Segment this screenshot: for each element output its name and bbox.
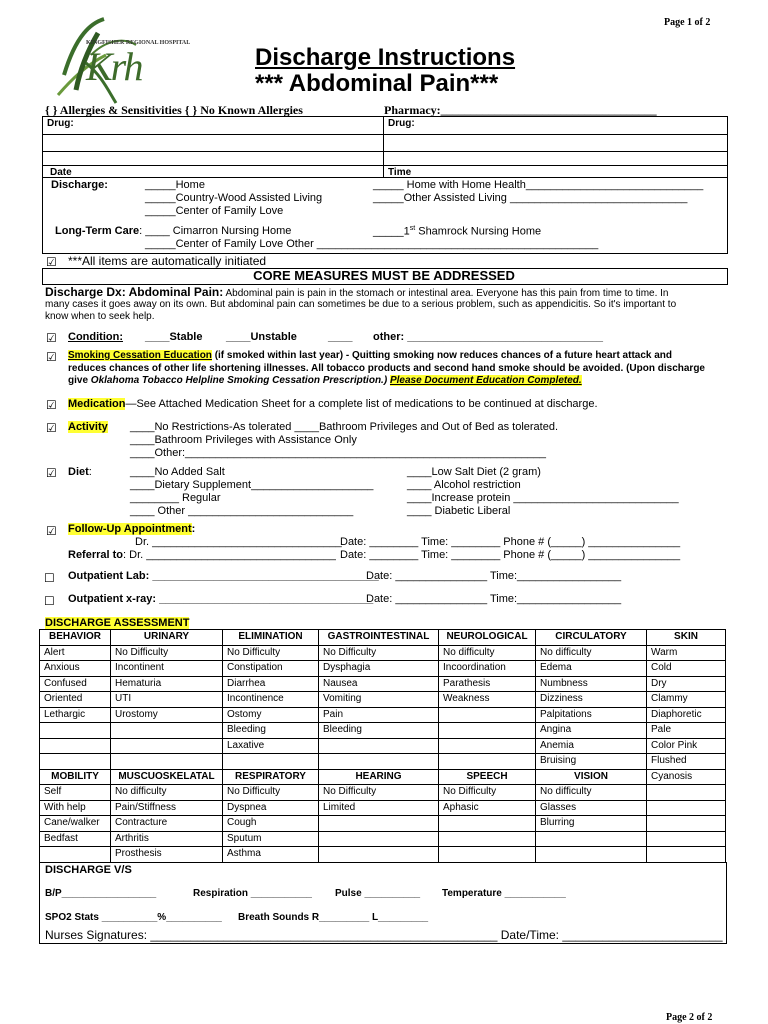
hospital-logo <box>46 15 191 110</box>
assessment-cell[interactable] <box>439 723 536 739</box>
assessment-cell[interactable]: Pain/Stiffness <box>111 800 223 816</box>
outpatient-xray-checkbox-icon[interactable]: ☐ <box>44 594 55 608</box>
assessment-column-header: GASTROINTESTINAL <box>319 630 439 646</box>
assessment-cell[interactable] <box>223 754 319 770</box>
assessment-cell[interactable]: Self <box>40 785 111 801</box>
assessment-cell[interactable] <box>647 831 726 847</box>
outpatient-lab-date[interactable]: Date: _______________ Time:_________________ <box>366 570 622 582</box>
respiration-field[interactable]: Respiration ___________ <box>193 888 312 899</box>
followup-dr[interactable]: Dr. _______________________________ <box>135 536 342 548</box>
assessment-cell[interactable]: Bruising <box>536 754 647 770</box>
bp-field[interactable]: B/P_________________ <box>45 888 157 899</box>
assessment-cell[interactable]: Cold <box>647 661 726 677</box>
assessment-cell[interactable] <box>319 831 439 847</box>
assessment-column-header: SKIN <box>647 630 726 646</box>
assessment-cell[interactable]: Diaphoretic <box>647 707 726 723</box>
assessment-cell[interactable]: No difficulty <box>111 785 223 801</box>
assessment-cell[interactable]: Prosthesis <box>111 847 223 863</box>
medication-label: Medication <box>68 398 126 410</box>
assessment-cell[interactable]: Incontinence <box>223 692 319 708</box>
assessment-cell[interactable]: Weakness <box>439 692 536 708</box>
assessment-header-row <box>40 630 726 646</box>
auto-checkbox-icon[interactable]: ☑ <box>46 255 57 269</box>
assessment-cell[interactable]: Anemia <box>536 738 647 754</box>
assessment-cell[interactable]: No difficulty <box>536 785 647 801</box>
assessment-cell[interactable] <box>439 816 536 832</box>
assessment-cell[interactable]: Ostomy <box>223 707 319 723</box>
assessment-cell[interactable] <box>40 738 111 754</box>
temperature-field[interactable]: Temperature ___________ <box>442 888 566 899</box>
assessment-cell[interactable]: Arthritis <box>111 831 223 847</box>
spo2-field[interactable]: SPO2 Stats __________%__________ <box>45 912 222 923</box>
assessment-cell[interactable]: Numbness <box>536 676 647 692</box>
followup-check-icon[interactable]: ☑ <box>46 524 57 538</box>
assessment-cell[interactable]: No Difficulty <box>439 785 536 801</box>
discharge-country-wood[interactable]: _____Country-Wood Assisted Living <box>145 192 323 204</box>
assessment-cell[interactable] <box>319 754 439 770</box>
condition-stable[interactable]: ____Stable <box>145 331 203 343</box>
table-row <box>40 723 726 739</box>
title-line2: *** Abdominal Pain*** <box>255 70 499 97</box>
assessment-cell[interactable] <box>319 847 439 863</box>
assessment-cell[interactable] <box>40 723 111 739</box>
diet-label: Diet <box>68 466 89 478</box>
drug-label-left: Drug: <box>47 118 74 129</box>
assessment-cell[interactable]: With help <box>40 800 111 816</box>
assessment-column-header: CIRCULATORY <box>536 630 647 646</box>
ltc-cimarron[interactable]: : ____ Cimarron Nursing Home <box>139 225 292 237</box>
followup-label: Follow-Up Appointment <box>68 523 192 535</box>
table-row <box>40 738 726 754</box>
table-row <box>40 847 726 863</box>
assessment-cell[interactable] <box>536 847 647 863</box>
smoking-line3: give Oklahoma Tobacco Helpline Smoking Cessation Prescription.) Please Document Education Completed. <box>68 375 582 386</box>
outpatient-xray[interactable]: Outpatient x-ray: ___________________________________ <box>68 593 374 605</box>
assessment-cell[interactable]: Bleeding <box>223 723 319 739</box>
assessment-cell[interactable] <box>536 831 647 847</box>
condition-blank[interactable]: ____ <box>328 331 353 343</box>
dx-label: Discharge Dx: Abdominal Pain: <box>45 285 224 299</box>
medication-check-icon[interactable]: ☑ <box>46 398 57 412</box>
assessment-column-header: URINARY <box>111 630 223 646</box>
assessment-cell[interactable]: Glasses <box>536 800 647 816</box>
diet-right-3[interactable]: ____ Diabetic Liberal <box>407 505 511 517</box>
ltc-label: Long-Term Care <box>55 225 140 237</box>
assessment-cell[interactable]: Cane/walker <box>40 816 111 832</box>
assessment-cell[interactable]: Alert <box>40 645 111 661</box>
outpatient-lab[interactable]: Outpatient Lab: _____________________________________ <box>68 570 379 582</box>
assessment-column-header: MOBILITY <box>40 769 111 785</box>
assessment-cell[interactable] <box>647 785 726 801</box>
assessment-cell[interactable] <box>647 816 726 832</box>
assessment-cell[interactable] <box>647 800 726 816</box>
assessment-cell[interactable]: Flushed <box>647 754 726 770</box>
table-row <box>40 707 726 723</box>
assessment-cell[interactable]: Limited <box>319 800 439 816</box>
assessment-cell[interactable]: Palpitations <box>536 707 647 723</box>
diet-left-0[interactable]: ____No Added Salt <box>130 466 225 478</box>
assessment-cell[interactable]: Dizziness <box>536 692 647 708</box>
time-label: Time <box>388 167 412 178</box>
smoking-label: Smoking Cessation Education <box>68 350 212 361</box>
table-row <box>40 661 726 677</box>
diet-left-2[interactable]: ________ Regular <box>130 492 221 504</box>
smoking-line2: reduces chances of other life shortening illnesses. All tobacco products and second hand smoke should be avoided. (Upon discharge <box>68 363 705 374</box>
condition-unstable[interactable]: ____Unstable <box>226 331 297 343</box>
assessment-cell[interactable]: Edema <box>536 661 647 677</box>
assessment-cell[interactable] <box>439 707 536 723</box>
logo-letters: Krh <box>86 44 142 89</box>
discharge-center-family[interactable]: _____Center of Family Love <box>145 205 284 217</box>
assessment-cell[interactable]: Pain <box>319 707 439 723</box>
document-education-note: Please Document Education Completed. <box>389 375 582 386</box>
assessment-title: DISCHARGE ASSESSMENT <box>45 617 190 629</box>
assessment-cell[interactable] <box>647 847 726 863</box>
assessment-cell[interactable]: Angina <box>536 723 647 739</box>
assessment-cell[interactable]: Incontinent <box>111 661 223 677</box>
table-row <box>40 800 726 816</box>
outpatient-lab-checkbox-icon[interactable]: ☐ <box>44 571 55 585</box>
discharge-assessment-table <box>39 629 726 863</box>
dx-line2: many cases it goes away on its own. But abdominal pain can sometimes be due to a serious problem, such as appendicitis. So it's important to <box>45 299 677 310</box>
assessment-cell[interactable]: Vomiting <box>319 692 439 708</box>
activity-line2[interactable]: ____Bathroom Privileges with Assistance Only <box>130 434 357 446</box>
assessment-cell[interactable]: No Difficulty <box>223 645 319 661</box>
outpatient-xray-date[interactable]: Date: _______________ Time:_________________ <box>366 593 622 605</box>
assessment-cell[interactable]: Urostomy <box>111 707 223 723</box>
nurses-signature-field[interactable]: Nurses Signatures: ____________________________________________________ Date/Time: ________________________ <box>45 928 723 942</box>
assessment-cell[interactable] <box>40 847 111 863</box>
page-number-bottom: Page 2 of 2 <box>666 1012 713 1023</box>
assessment-cell[interactable]: Incoordination <box>439 661 536 677</box>
assessment-cell[interactable] <box>439 738 536 754</box>
table-row <box>40 831 726 847</box>
table-row <box>40 785 726 801</box>
assessment-cell[interactable]: Cough <box>223 816 319 832</box>
assessment-cell[interactable] <box>319 738 439 754</box>
discharge-home[interactable]: _____Home <box>145 179 205 191</box>
diet-left-1[interactable]: ____Dietary Supplement____________________ <box>130 479 374 491</box>
condition-other[interactable]: other: ________________________________ <box>373 331 603 343</box>
core-measures-heading: CORE MEASURES MUST BE ADDRESSED <box>253 268 515 283</box>
assessment-cell[interactable]: Anxious <box>40 661 111 677</box>
assessment-column-header: NEUROLOGICAL <box>439 630 536 646</box>
referral-label: Referral to <box>68 549 124 561</box>
assessment-cell[interactable]: Cyanosis <box>647 769 726 785</box>
discharge-label: Discharge: <box>51 179 108 191</box>
assessment-cell[interactable] <box>439 847 536 863</box>
allergies-line[interactable]: { } Allergies & Sensitivities { } No Known Allergies <box>45 103 303 117</box>
assessment-cell[interactable]: No Difficulty <box>319 785 439 801</box>
assessment-cell[interactable]: Bleeding <box>319 723 439 739</box>
assessment-cell[interactable]: Dyspnea <box>223 800 319 816</box>
assessment-cell[interactable]: Constipation <box>223 661 319 677</box>
assessment-cell[interactable]: No Difficulty <box>111 645 223 661</box>
assessment-cell[interactable]: Pale <box>647 723 726 739</box>
assessment-column-header: HEARING <box>319 769 439 785</box>
assessment-cell[interactable]: Confused <box>40 676 111 692</box>
assessment-cell[interactable]: UTI <box>111 692 223 708</box>
assessment-cell[interactable] <box>111 738 223 754</box>
smoking-check-icon[interactable]: ☑ <box>46 350 57 364</box>
assessment-cell[interactable]: Laxative <box>223 738 319 754</box>
assessment-cell[interactable]: Blurring <box>536 816 647 832</box>
assessment-cell[interactable]: Contracture <box>111 816 223 832</box>
table-row <box>40 754 726 770</box>
assessment-cell[interactable] <box>439 831 536 847</box>
activity-line3[interactable]: ____Other:___________________________________________________________ <box>130 447 546 459</box>
vitals-title: DISCHARGE V/S <box>45 864 132 876</box>
assessment-cell[interactable]: No Difficulty <box>319 645 439 661</box>
assessment-column-header: VISION <box>536 769 647 785</box>
activity-label: Activity <box>68 421 108 433</box>
assessment-cell[interactable]: Sputum <box>223 831 319 847</box>
referral-date-time-phone[interactable]: Date: ________ Time: ________ Phone # (_____) _______________ <box>340 549 681 561</box>
dx-line1: Discharge Dx: Abdominal Pain: Abdominal pain is pain in the stomach or intestinal area. Everyone has this pain from time to time. In <box>45 285 669 299</box>
diet-check-icon[interactable]: ☑ <box>46 466 57 480</box>
ltc-center-family-other[interactable]: _____Center of Family Love Other ______________________________________________ <box>145 238 599 250</box>
drug-label-right: Drug: <box>388 118 415 129</box>
assessment-cell[interactable]: Lethargic <box>40 707 111 723</box>
dx-line3: know when to seek help. <box>45 311 155 322</box>
assessment-cell[interactable] <box>111 723 223 739</box>
assessment-column-header: SPEECH <box>439 769 536 785</box>
assessment-cell[interactable]: Nausea <box>319 676 439 692</box>
assessment-column-header: BEHAVIOR <box>40 630 111 646</box>
assessment-cell[interactable] <box>111 754 223 770</box>
date-label: Date <box>50 167 72 178</box>
diet-left-3[interactable]: ____ Other ___________________________ <box>130 505 354 517</box>
assessment-cell[interactable] <box>319 816 439 832</box>
assessment-cell[interactable]: Bedfast <box>40 831 111 847</box>
assessment-cell[interactable]: Aphasic <box>439 800 536 816</box>
assessment-cell[interactable]: Warm <box>647 645 726 661</box>
activity-check-icon[interactable]: ☑ <box>46 421 57 435</box>
diet-right-2[interactable]: ____Increase protein ___________________________ <box>407 492 679 504</box>
assessment-cell[interactable]: Asthma <box>223 847 319 863</box>
assessment-cell[interactable]: No difficulty <box>439 645 536 661</box>
assessment-cell[interactable]: Oriented <box>40 692 111 708</box>
referral-dr[interactable]: : Dr. _______________________________ <box>123 549 336 561</box>
auto-initiated-text: ***All items are automatically initiated <box>68 254 267 268</box>
diet-right-0[interactable]: ____Low Salt Diet (2 gram) <box>407 466 541 478</box>
assessment-column-header: MUSCUOSKELATAL <box>111 769 223 785</box>
assessment-cell[interactable]: Clammy <box>647 692 726 708</box>
assessment-cell[interactable]: Color Pink <box>647 738 726 754</box>
condition-check-icon[interactable]: ☑ <box>46 331 57 345</box>
page-number-top: Page 1 of 2 <box>664 17 711 28</box>
assessment-column-header: RESPIRATORY <box>223 769 319 785</box>
title-line1: Discharge Instructions <box>255 44 516 71</box>
discharge-home-health[interactable]: _____ Home with Home Health_____________________________ <box>373 179 704 191</box>
assessment-column-header: ELIMINATION <box>223 630 319 646</box>
assessment-cell[interactable] <box>439 754 536 770</box>
assessment-cell[interactable]: Dry <box>647 676 726 692</box>
logo-hospital-name: KINGFISHER REGIONAL HOSPITAL <box>86 40 191 46</box>
table-row <box>40 645 726 661</box>
assessment-cell[interactable]: Dysphagia <box>319 661 439 677</box>
table-row <box>40 692 726 708</box>
assessment-header-row <box>40 769 726 785</box>
pulse-field[interactable]: Pulse __________ <box>335 888 421 899</box>
pharmacy-field[interactable]: Pharmacy:____________________________________ <box>384 103 657 117</box>
table-row <box>40 816 726 832</box>
diet-right-1[interactable]: ____ Alcohol restriction <box>407 479 521 491</box>
assessment-cell[interactable]: Hematuria <box>111 676 223 692</box>
assessment-cell[interactable]: No Difficulty <box>223 785 319 801</box>
table-row <box>40 676 726 692</box>
assessment-cell[interactable]: Diarrhea <box>223 676 319 692</box>
breath-sounds-field[interactable]: Breath Sounds R_________ L_________ <box>238 912 429 923</box>
ltc-shamrock[interactable]: _____1st Shamrock Nursing Home <box>373 225 542 238</box>
followup-date-time-phone[interactable]: Date: ________ Time: ________ Phone # (_____) _______________ <box>340 536 681 548</box>
assessment-cell[interactable] <box>40 754 111 770</box>
condition-label: Condition: <box>68 331 123 343</box>
assessment-cell[interactable]: Parathesis <box>439 676 536 692</box>
discharge-other-assisted[interactable]: _____Other Assisted Living _____________________________ <box>373 192 688 204</box>
activity-line1[interactable]: ____No Restrictions-As tolerated ____Bathroom Privileges and Out of Bed as tolerated. <box>130 421 559 433</box>
assessment-cell[interactable]: No difficulty <box>536 645 647 661</box>
